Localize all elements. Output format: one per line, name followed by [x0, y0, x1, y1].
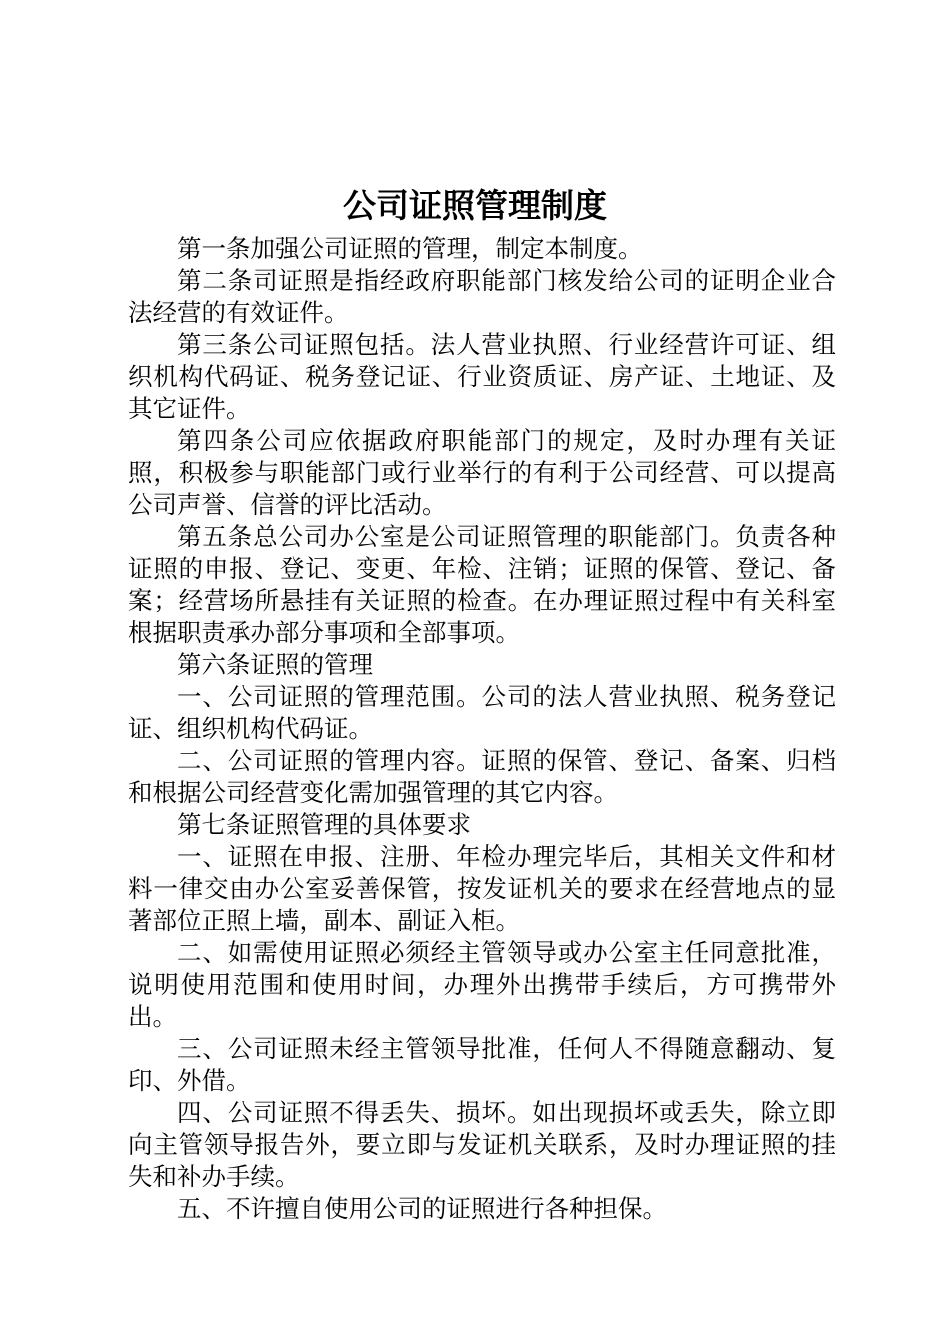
paragraph-article-6-item-2: 二、公司证照的管理内容。证照的保管、登记、备案、归档和根据公司经营变化需加强管理的其它内容。: [128, 746, 836, 807]
document-body: [128, 233, 836, 1225]
paragraph-article-6-item-1: 一、公司证照的管理范围。公司的法人营业执照、税务登记证、组织机构代码证。: [128, 682, 836, 743]
paragraph-article-2: 第二条司证照是指经政府职能部门核发给公司的证明企业合法经营的有效证件。: [128, 266, 836, 327]
paragraph-article-7-heading: 第七条证照管理的具体要求: [177, 810, 471, 839]
document-title: 公司证照管理制度: [343, 186, 607, 225]
paragraph-article-7-item-1: 一、证照在申报、注册、年检办理完毕后，其相关文件和材料一律交由办公室妥善保管，按发证机关的要求在经营地点的显著部位正照上墙，副本、副证入柜。: [128, 842, 836, 935]
paragraph-article-7-item-3: 三、公司证照未经主管领导批准，任何人不得随意翻动、复印、外借。: [128, 1034, 836, 1095]
paragraph-article-4: 第四条公司应依据政府职能部门的规定，及时办理有关证照，积极参与职能部门或行业举行的有利于公司经营、可以提高公司声誉、信誉的评比活动。: [128, 426, 836, 519]
paragraph-article-6-heading: 第六条证照的管理: [177, 650, 373, 679]
paragraph-article-3: 第三条公司证照包括。法人营业执照、行业经营许可证、组织机构代码证、税务登记证、行业资质证、房产证、土地证、及其它证件。: [128, 330, 836, 423]
paragraph-article-1: 第一条加强公司证照的管理，制定本制度。: [177, 234, 643, 263]
paragraph-article-7-item-2: 二、如需使用证照必须经主管领导或办公室主任同意批准，说明使用范围和使用时间，办理外出携带手续后，方可携带外出。: [128, 938, 836, 1031]
paragraph-article-5: 第五条总公司办公室是公司证照管理的职能部门。负责各种证照的申报、登记、变更、年检、注销；证照的保管、登记、备案；经营场所悬挂有关证照的检查。在办理证照过程中有关科室根据职责承办部分事项和全部事项。: [128, 522, 836, 647]
paragraph-article-7-item-5: 五、不许擅自使用公司的证照进行各种担保。: [177, 1194, 667, 1223]
paragraph-article-7-item-4: 四、公司证照不得丢失、损坏。如出现损坏或丢失，除立即向主管领导报告外，要立即与发证机关联系，及时办理证照的挂失和补办手续。: [128, 1098, 836, 1191]
